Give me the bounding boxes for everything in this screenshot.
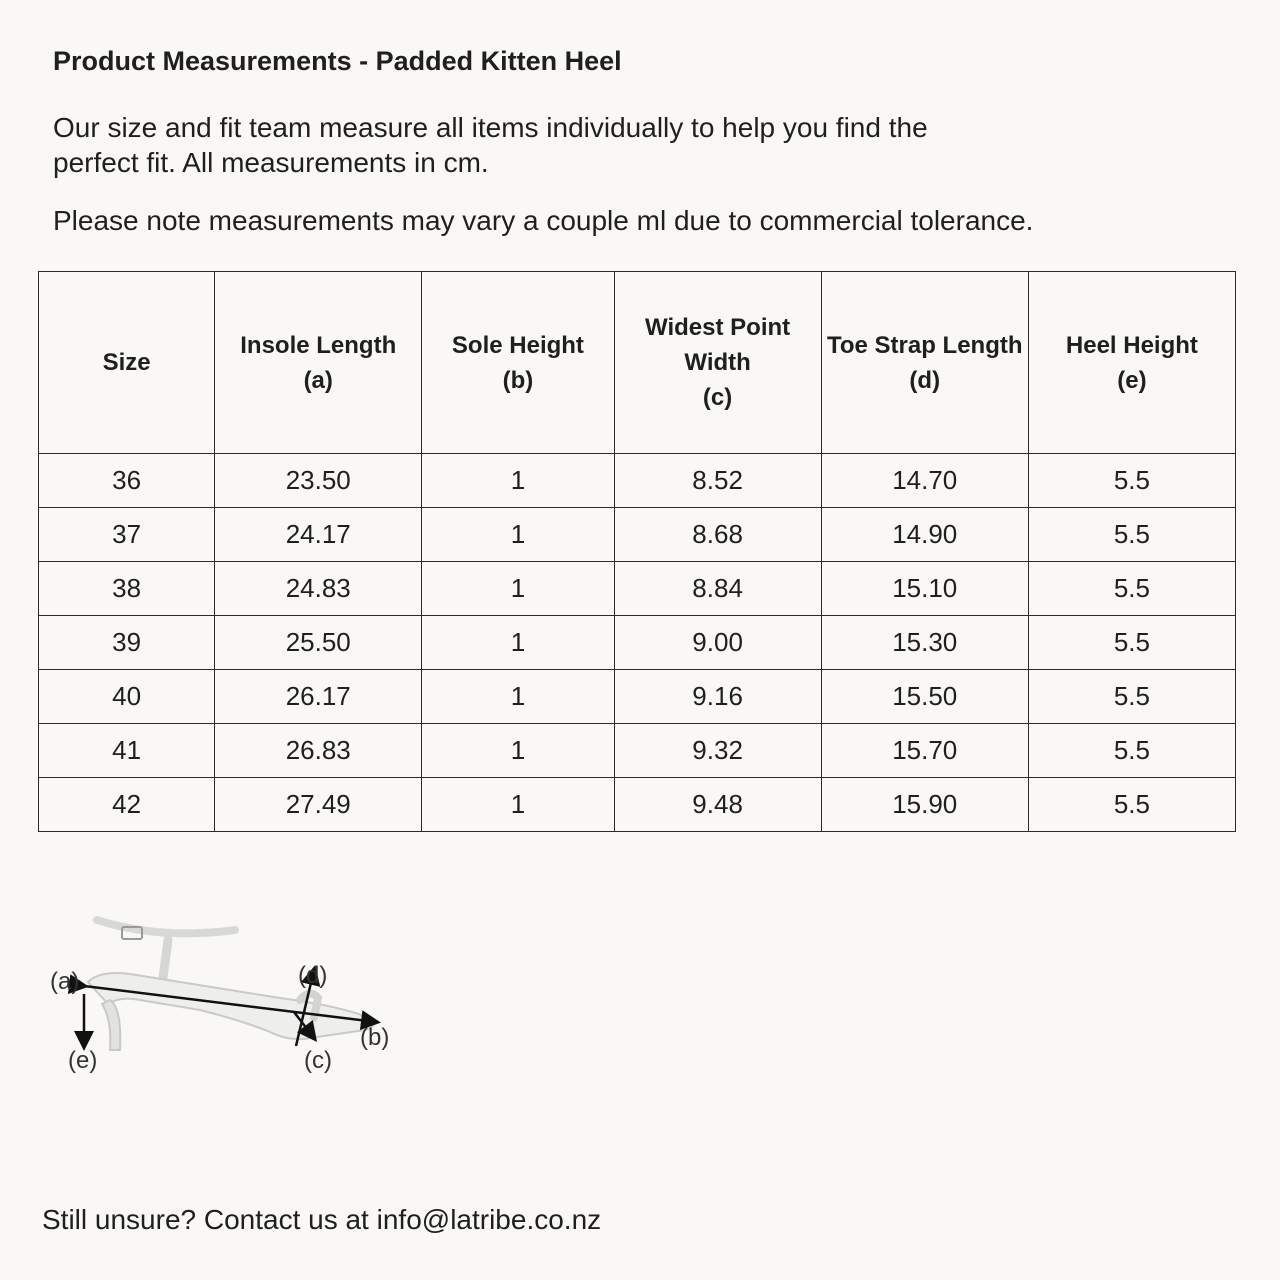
table-row (39, 616, 1236, 670)
measurements-table (38, 271, 1236, 832)
cell-heel-height: 5.5 (1028, 724, 1235, 778)
table-row (39, 562, 1236, 616)
cell-insole-length: 27.49 (215, 778, 422, 832)
header-sole-height: Sole Height (b) (422, 272, 614, 454)
header-widest-point-width: Widest Point Width (c) (614, 272, 821, 454)
cell-widest-point: 8.84 (614, 562, 821, 616)
cell-insole-length: 26.17 (215, 670, 422, 724)
table-row (39, 454, 1236, 508)
label-a: (a) (50, 968, 80, 995)
cell-insole-length: 24.83 (215, 562, 422, 616)
cell-widest-point: 9.16 (614, 670, 821, 724)
cell-toe-strap: 15.10 (821, 562, 1028, 616)
cell-heel-height: 5.5 (1028, 670, 1235, 724)
label-b: (b) (360, 1024, 390, 1051)
contact-text: Still unsure? Contact us at info@latribe.co.nz (42, 1204, 602, 1235)
label-d: (d) (298, 962, 328, 989)
cell-widest-point: 8.68 (614, 508, 821, 562)
cell-widest-point: 8.52 (614, 454, 821, 508)
cell-heel-height: 5.5 (1028, 616, 1235, 670)
cell-heel-height: 5.5 (1028, 508, 1235, 562)
cell-sole-height: 1 (422, 778, 614, 832)
cell-toe-strap: 15.70 (821, 724, 1028, 778)
cell-size: 40 (39, 670, 215, 724)
cell-sole-height: 1 (422, 616, 614, 670)
table-row (39, 670, 1236, 724)
cell-toe-strap: 15.90 (821, 778, 1028, 832)
header-toe-strap-length: Toe Strap Length (d) (821, 272, 1028, 454)
cell-size: 42 (39, 778, 215, 832)
cell-sole-height: 1 (422, 724, 614, 778)
table-row (39, 724, 1236, 778)
tolerance-note: Please note measurements may vary a couple ml due to commercial tolerance. (53, 205, 1034, 236)
table-row (39, 508, 1236, 562)
header-size: Size (39, 272, 215, 454)
cell-widest-point: 9.48 (614, 778, 821, 832)
cell-size: 41 (39, 724, 215, 778)
cell-insole-length: 25.50 (215, 616, 422, 670)
cell-sole-height: 1 (422, 670, 614, 724)
cell-toe-strap: 14.90 (821, 508, 1028, 562)
cell-sole-height: 1 (422, 508, 614, 562)
cell-widest-point: 9.32 (614, 724, 821, 778)
cell-heel-height: 5.5 (1028, 562, 1235, 616)
cell-size: 37 (39, 508, 215, 562)
cell-size: 38 (39, 562, 215, 616)
cell-toe-strap: 15.50 (821, 670, 1028, 724)
cell-widest-point: 9.00 (614, 616, 821, 670)
cell-insole-length: 23.50 (215, 454, 422, 508)
cell-toe-strap: 15.30 (821, 616, 1028, 670)
label-e: (e) (68, 1047, 98, 1074)
cell-sole-height: 1 (422, 562, 614, 616)
cell-toe-strap: 14.70 (821, 454, 1028, 508)
header-heel-height: Heel Height (e) (1028, 272, 1235, 454)
cell-size: 36 (39, 454, 215, 508)
cell-insole-length: 24.17 (215, 508, 422, 562)
table-header-row (39, 272, 1236, 454)
cell-sole-height: 1 (422, 454, 614, 508)
intro-text: Our size and fit team measure all items individually to help you find the perfect fit. All measurements in cm. (53, 112, 928, 178)
table-row (39, 778, 1236, 832)
cell-heel-height: 5.5 (1028, 778, 1235, 832)
cell-heel-height: 5.5 (1028, 454, 1235, 508)
label-c: (c) (304, 1047, 332, 1074)
cell-size: 39 (39, 616, 215, 670)
shoe-measurement-diagram (40, 900, 420, 1090)
page-title: Product Measurements - Padded Kitten Heel (53, 46, 622, 76)
header-insole-length: Insole Length (a) (215, 272, 422, 454)
shoe-illustration (88, 920, 374, 1050)
cell-insole-length: 26.83 (215, 724, 422, 778)
